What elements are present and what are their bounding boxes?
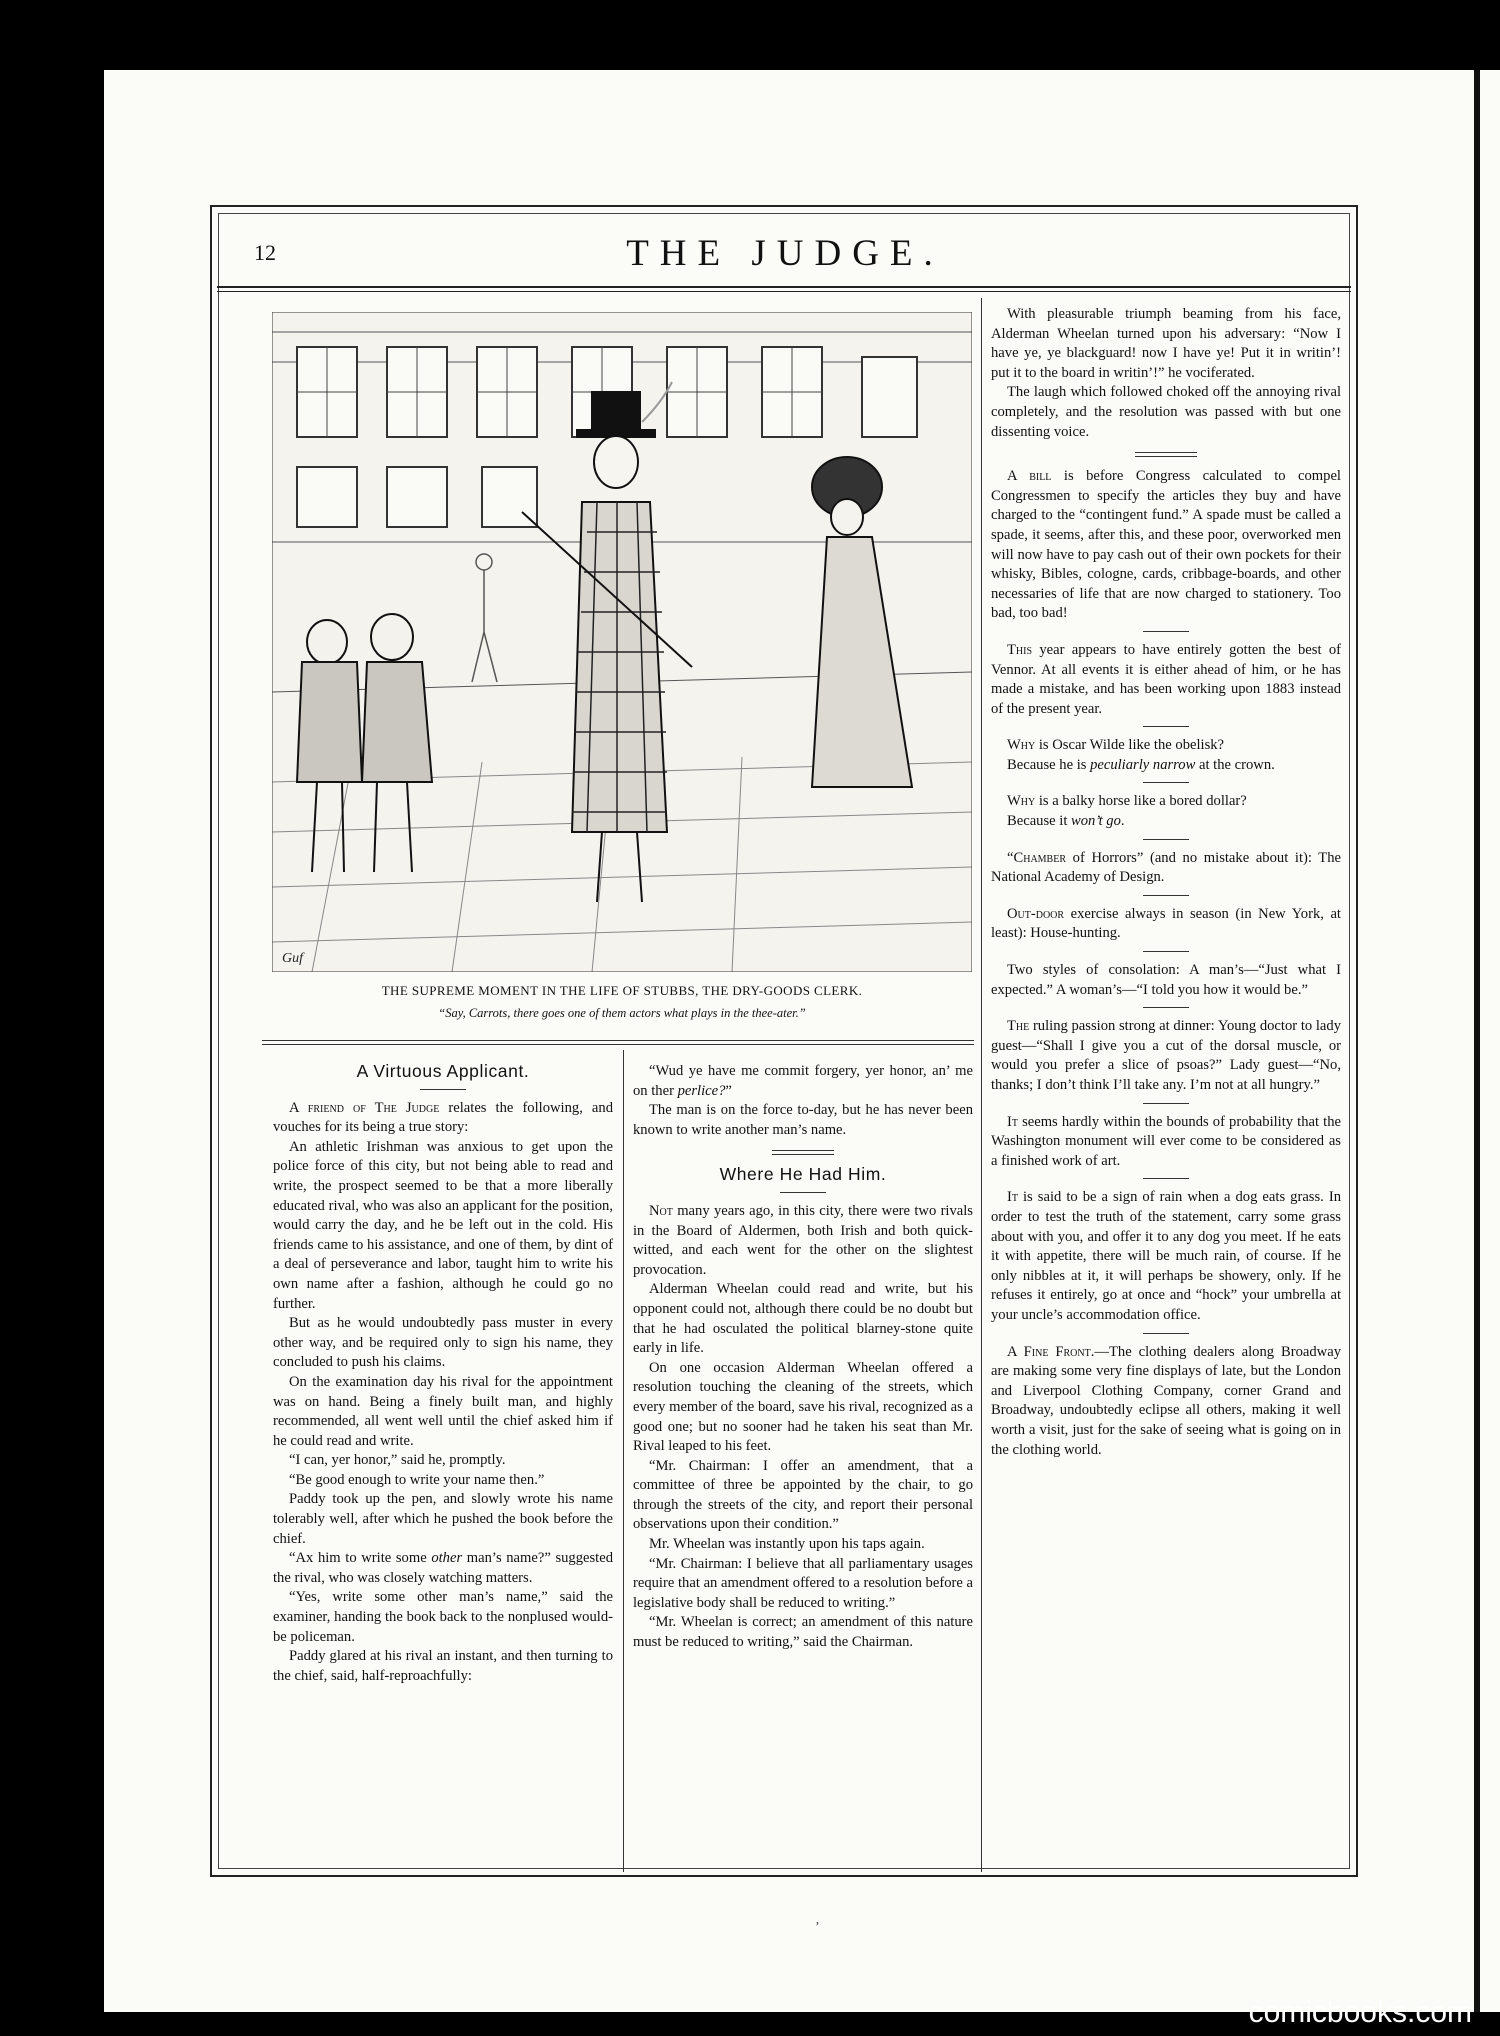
paragraph: “I can, yer honor,” said he, promptly. — [289, 1452, 506, 1469]
paragraph: The laugh which followed choked off the annoying rival completely, and the resolution was passed with but one dissenting voice. — [991, 384, 1341, 440]
paragraph: But as he would undoubtedly pass muster in every other way, and be required only to sign his name, they concluded to push his claims. — [273, 1315, 613, 1371]
section-double-rule — [772, 1150, 834, 1155]
paragraph: “Be good enough to write your name then.” — [289, 1471, 545, 1488]
paragraph: “Ax him to write some other man’s name?” suggested the rival, who was closely watching matters. — [273, 1550, 614, 1586]
separator-rule — [1143, 1178, 1189, 1179]
heading-rule — [780, 1192, 826, 1193]
paragraph: Two styles of consolation: A man’s—“Just what I expected.” A woman’s—“I told you how it would be.” — [991, 962, 1341, 998]
lead-caps: Why — [1007, 737, 1036, 754]
paragraph: “Mr. Wheelan is correct; an amendment of this nature must be reduced to writing,” said the Chairman. — [633, 1614, 973, 1651]
article-heading: A Virtuous Applicant. — [356, 1061, 530, 1081]
paragraph: Mr. Wheelan was instantly upon his taps again. — [649, 1536, 925, 1553]
paragraph: “Yes, write some other man’s name,” said the examiner, handing the book back to the nonplused would-be policeman. — [273, 1589, 613, 1645]
paragraph: seems hardly within the bounds of probability that the Washington monument will ever come to be considered as a finished work of art. — [991, 1113, 1341, 1169]
section-double-rule — [1135, 452, 1197, 457]
separator-rule — [1143, 726, 1189, 727]
illustration-bottom-rule-2 — [262, 1044, 974, 1045]
illustration-caption: THE SUPREME MOMENT IN THE LIFE OF STUBBS, THE DRY-GOODS CLERK. — [381, 983, 863, 998]
separator-rule — [1143, 1007, 1189, 1008]
masthead-rule-thin — [217, 291, 1351, 292]
separator-rule — [1143, 895, 1189, 896]
paragraph: Paddy glared at his rival an instant, and then turning to the chief, said, half-reproachfully: — [273, 1648, 613, 1684]
paragraph: of Horrors” (and no mistake about it): The National Academy of Design. — [991, 849, 1341, 886]
paragraph: “Wud ye have me commit forgery, yer honor, an’ me on ther perlice?” — [633, 1063, 973, 1099]
column-divider-right — [981, 298, 982, 1872]
lead-caps: It — [1007, 1113, 1018, 1130]
separator-rule — [1143, 782, 1189, 783]
paragraph: “Mr. Chairman: I offer an amendment, that a committee of three be appointed by the chair, to go through the streets of the city, and report their personal observations upon their condition.” — [633, 1457, 973, 1533]
heading-rule — [420, 1089, 466, 1090]
middle-column — [633, 1062, 973, 1653]
paragraph: With pleasurable triumph beaming from his face, Alderman Wheelan turned upon his adversary: “Now I have ye, ye blackguard! now I have ye! Put it in writin’! put it to the board in writin’!” he vociferated. — [991, 306, 1341, 381]
lead-caps: A bill — [1007, 468, 1052, 485]
lead-caps: Out-door — [1007, 905, 1065, 922]
next-page-edge — [1480, 70, 1500, 2012]
paragraph: is said to be a sign of rain when a dog eats grass. In order to test the truth of the statement, carry some grass about with you, and offer it to any dog you meet. If he eats it with appetite, there will be much rain, of course. If he only nibbles at it, it will perhaps be showery, only. If he refuses it entirely, go at once and “hock” your umbrella at your uncle’s accommodation office. — [991, 1189, 1341, 1323]
paragraph: The man is on the force to-day, but he has never been known to write another man’s name. — [633, 1102, 973, 1138]
paragraph: year appears to have entirely gotten the best of Vennor. At all events it is either ahead of him, or he has made a mistake, and has been working upon 1883 instead of the present year. — [991, 641, 1341, 717]
paragraph: relates the following, and vouches for its being a true story: — [273, 1099, 613, 1136]
separator-rule — [1143, 951, 1189, 952]
lead-caps: Chamber — [1013, 849, 1067, 866]
artist-signature: Guf — [282, 951, 303, 966]
paragraph: ruling passion strong at dinner: Young doctor to lady guest—“Shall I give you a cut of the dorsal muscle, or would you prefer a slice of psoas?” Lady guest—“No, thanks; I don’t think I’ll take any. I’m not at all hungry.” — [991, 1018, 1341, 1093]
right-column: With pleasurable triumph beaming from his face, Alderman Wheelan turned upon his adversary: “Now I have ye, ye blackguard! now I have ye! Put it in writin’! put it to the board in writin’!” he vociferated. The laugh which followed choked off the annoying rival completely, and the resolution was passed with but one dissenting voice. A bill is before Congress calculated to compel Congressmen to specify the articles they buy and have charged to the “contingent fund.” A spade must be called a spade, it seems, after this, and these poor, overworked men will now have to pay cash out of their own pockets for their whisky, Bibles, cologne, cards, cribbage-boards, and other necessaries of life that are now charged to stationery. Too bad, too bad! This year appears to have entirely gotten the best of Vennor. At all events it is either ahead of him, or he has made a mistake, and has been working upon 1883 instead of the present year. Why is Oscar Wilde like the obelisk? Because he is peculiarly narrow at the crown. Why is a balky horse like a bored dollar? Because it won’t go. “Chamber of Horrors” (and no mistake about it): The National Academy of Design. Out-door exercise always in season (in New York, at least): House-hunting. Two styles of consolation: A man’s—“Just what I expected.” A woman’s—“I told you how it would be.” The ruling passion strong at dinner: Young doctor to lady guest—“Shall I give you a cut of the dorsal muscle, or would you prefer a slice of psoas?” Lady guest—“No, thanks; I don’t think I’ll take any. I’m not at all hungry.” It seems hardly within the bounds of probability that the Washington monument will ever come to be considered as a finished work of art. It is said to be a sign of rain when a dog eats grass. In order to test the truth of the statement, carry some grass about with you, and offer it to any dog you meet. If he eats it with appetite, there will be much rain, of course. If he only nibbles at it, it will perhaps be showery, only. If he refuses it entirely, go at once and “hock” your umbrella at your uncle’s accommodation office. A Fine Front.—The clothing dealers along Broadway are making some very fine displays of late, but the London and Liverpool Clothing Company, corner Grand and Broadway, undoubtedly eclipse all others, making it well worth a visit, just for the sake of seeing what is going on in the clothing world. — [991, 306, 1341, 1458]
paragraph: “Mr. Chairman: I believe that all parliamentary usages require that an amendment offered to a resolution before a legislative body shall be reduced to writing.” — [633, 1555, 973, 1611]
page-mark: ’ — [815, 1920, 820, 1935]
paragraph: —The clothing dealers along Broadway are making some very fine displays of late, but the London and Liverpool Clothing Company, corner Grand and Broadway, undoubtedly eclipse all others, making it well worth a visit, just for the sake of seeing what is going on in the clothing world. — [991, 1343, 1341, 1458]
paragraph: An athletic Irishman was anxious to get upon the police force of this city, but not being able to read and write, the prospect seemed to be that a more liberally educated rival, who was also an applicant for the position, would carry the day, and he be left out in the cold. His friends came to his assistance, and one of them, by dint of a deal of perseverance and labor, taught him to write his own name after a fashion, although he could go no further. — [273, 1138, 613, 1312]
paragraph: Because he is peculiarly narrow at the crown. — [1007, 756, 1275, 773]
lead-caps: A friend of The Judge — [289, 1099, 440, 1116]
separator-rule — [1143, 1103, 1189, 1104]
masthead-rule — [217, 286, 1351, 288]
separator-rule — [1143, 839, 1189, 840]
lead-caps: Why — [1007, 793, 1036, 810]
lead-caps: It — [1007, 1189, 1018, 1206]
lead-caps: The — [1007, 1018, 1030, 1035]
masthead-title: THE JUDGE. — [626, 233, 944, 274]
paragraph: On one occasion Alderman Wheelan offered a resolution touching the cleaning of the streets, which every member of the board, save his rival, recognized as a good one; but no sooner had he taken his seat than Mr. Rival leaped to his feet. — [633, 1359, 973, 1455]
separator-rule — [1143, 1333, 1189, 1334]
paragraph: Alderman Wheelan could read and write, but his opponent could not, although there could be no doubt but that he had osculated the political blarney-stone quite early in life. — [633, 1281, 973, 1357]
lead-caps: A Fine Front. — [1007, 1343, 1095, 1360]
lead-caps: Not — [649, 1202, 673, 1219]
illustration-bottom-rule — [262, 1040, 974, 1041]
paragraph: exercise always in season (in New York, at least): House-hunting. — [991, 905, 1341, 942]
illustration-quote: “Say, Carrots, there goes one of them actors what plays in the thee-ater.” — [438, 1006, 806, 1020]
separator-rule — [1143, 631, 1189, 632]
lead-caps: This — [1007, 641, 1033, 658]
paragraph: is Oscar Wilde like the obelisk? — [1035, 737, 1225, 754]
article-heading: Where He Had Him. — [719, 1164, 887, 1185]
paragraph: Because it won’t go. — [1007, 813, 1125, 830]
column-divider-middle — [623, 1050, 624, 1872]
left-column — [273, 1062, 613, 1686]
page-number: 12 — [254, 240, 276, 265]
paragraph: is before Congress calculated to compel Congressmen to specify the articles they buy and have charged to the “contingent fund.” A spade must be called a spade, it seems, after this, and these poor, overworked men will now have to pay cash out of their own pockets for their whisky, Bibles, cologne, cards, cribbage-boards, and other necessaries of life that are now charged to stationery. Too bad, too bad! — [991, 468, 1341, 622]
site-watermark: comicbooks.com — [1248, 1996, 1472, 2029]
paragraph: Paddy took up the pen, and slowly wrote his name tolerably well, after which he pushed the book before the chief. — [273, 1491, 613, 1547]
paragraph: On the examination day his rival for the appointment was on hand. Being a finely built man, and highly recommended, all went well until the chief asked him if he could read and write. — [273, 1373, 613, 1449]
paragraph: is a balky horse like a bored dollar? — [1035, 793, 1247, 810]
cartoon-illustration — [272, 312, 972, 972]
paragraph: many years ago, in this city, there were two rivals in the Board of Aldermen, both Irish and both quick-witted, and each went for the other on the slightest provocation. — [633, 1202, 973, 1278]
